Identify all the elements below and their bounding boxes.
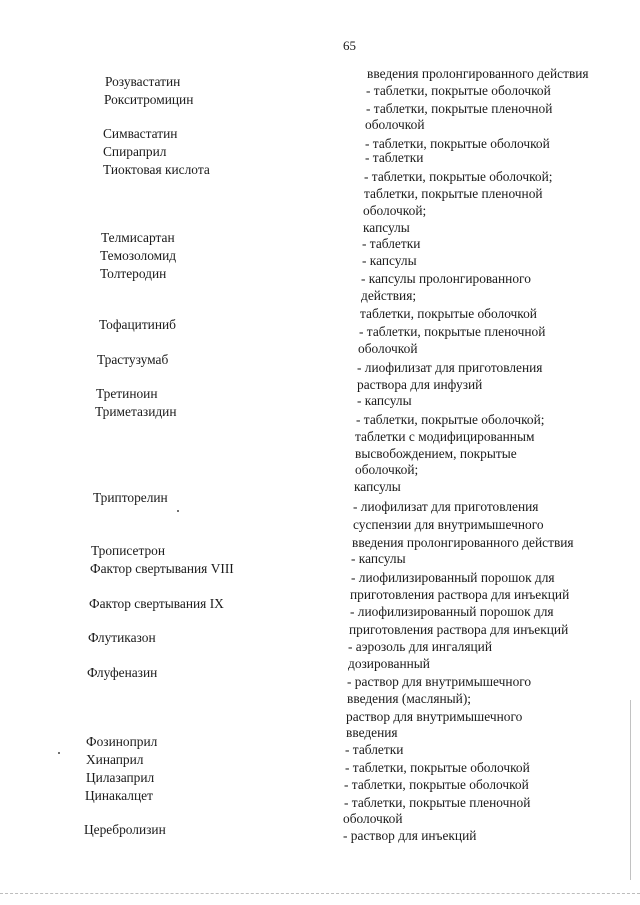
- dosage-form: раствор для внутримышечного: [346, 709, 523, 724]
- dosage-form: - раствор для инъекций: [343, 828, 477, 843]
- dosage-form: - капсулы: [362, 253, 417, 268]
- dosage-form: капсулы: [363, 220, 410, 235]
- drug-name: Третиноин: [96, 386, 158, 401]
- drug-name: Флутиказон: [88, 630, 156, 645]
- dosage-form: приготовления раствора для инъекций: [350, 587, 570, 602]
- drug-name: Толтеродин: [100, 266, 167, 281]
- dosage-form: - таблетки, покрытые оболочкой: [365, 136, 550, 151]
- scan-speck: [58, 752, 60, 754]
- dosage-form: - аэрозоль для ингаляций: [348, 639, 492, 654]
- dosage-form: капсулы: [354, 479, 401, 494]
- dosage-form: - таблетки, покрытые пленочной: [366, 101, 553, 116]
- dosage-form: - лиофилизат для приготовления: [357, 360, 543, 375]
- dosage-form: таблетки с модифицированным: [355, 429, 535, 444]
- dosage-form: - таблетки, покрытые оболочкой;: [364, 169, 553, 184]
- dosage-form: - таблетки, покрытые оболочкой;: [356, 412, 545, 427]
- dosage-form: введения пролонгированного действия: [352, 535, 574, 550]
- dosage-form: - таблетки, покрытые пленочной: [359, 324, 546, 339]
- drug-name: Триметазидин: [95, 404, 177, 419]
- dosage-form: - лиофилизат для приготовления: [353, 499, 539, 514]
- drug-name: Тофацитиниб: [99, 317, 176, 332]
- scan-edge-line: [630, 700, 631, 880]
- dosage-form: оболочкой: [358, 341, 418, 356]
- dosage-form: - капсулы: [357, 393, 412, 408]
- drug-name: Трипторелин: [93, 490, 168, 505]
- dosage-form: - таблетки, покрытые оболочкой: [366, 83, 551, 98]
- drug-name: Рокситромицин: [104, 92, 194, 107]
- dosage-form: действия;: [361, 288, 417, 303]
- dosage-form: - таблетки: [362, 236, 421, 251]
- dosage-form: - капсулы: [351, 551, 406, 566]
- drug-name: Хинаприл: [86, 752, 144, 767]
- dosage-form: оболочкой: [365, 117, 425, 132]
- drug-name: Флуфеназин: [87, 665, 158, 680]
- dosage-form: таблетки, покрытые пленочной: [364, 186, 543, 201]
- dosage-form: - капсулы пролонгированного: [361, 271, 531, 286]
- page-number: 65: [343, 38, 356, 53]
- drug-name: Цилазаприл: [86, 770, 155, 785]
- dosage-form: введения пролонгированного действия: [367, 66, 589, 81]
- dosage-form: суспензии для внутримышечного: [353, 517, 544, 532]
- drug-name: Трописетрон: [91, 543, 166, 558]
- dosage-form: - таблетки, покрытые оболочкой: [344, 777, 529, 792]
- dosage-form: введения (масляный);: [347, 691, 472, 706]
- drug-name: Церебролизин: [84, 822, 166, 837]
- dosage-form: - лиофилизированный порошок для: [351, 570, 555, 585]
- dosage-form: - таблетки, покрытые оболочкой: [345, 760, 530, 775]
- scan-bottom-line: [0, 893, 640, 894]
- drug-name: Фозиноприл: [86, 734, 158, 749]
- drug-name: Тиоктовая кислота: [103, 162, 210, 177]
- dosage-form: раствора для инфузий: [357, 377, 483, 392]
- dosage-form: дозированный: [348, 656, 430, 671]
- scan-speck: [177, 510, 179, 512]
- drug-name: Симвастатин: [103, 126, 178, 141]
- drug-name: Розувастатин: [105, 74, 181, 89]
- dosage-form: - раствор для внутримышечного: [347, 674, 532, 689]
- drug-name: Телмисартан: [101, 230, 175, 245]
- dosage-form: оболочкой;: [355, 462, 419, 477]
- drug-name: Трастузумаб: [97, 352, 169, 367]
- drug-name: Фактор свертывания VIII: [90, 561, 234, 576]
- dosage-form: приготовления раствора для инъекций: [349, 622, 569, 637]
- drug-name: Фактор свертывания IX: [89, 596, 224, 611]
- dosage-form: таблетки, покрытые оболочкой: [360, 306, 537, 321]
- dosage-form: - таблетки, покрытые пленочной: [344, 795, 531, 810]
- drug-name: Цинакалцет: [85, 788, 153, 803]
- dosage-form: - таблетки: [345, 742, 404, 757]
- dosage-form: оболочкой: [343, 811, 403, 826]
- dosage-form: оболочкой;: [363, 203, 427, 218]
- dosage-form: введения: [346, 725, 398, 740]
- dosage-form: - таблетки: [365, 150, 424, 165]
- dosage-form: - лиофилизированный порошок для: [350, 604, 554, 619]
- drug-name: Темозоломид: [100, 248, 177, 263]
- dosage-form: высвобождением, покрытые: [355, 446, 517, 461]
- drug-name: Спираприл: [103, 144, 167, 159]
